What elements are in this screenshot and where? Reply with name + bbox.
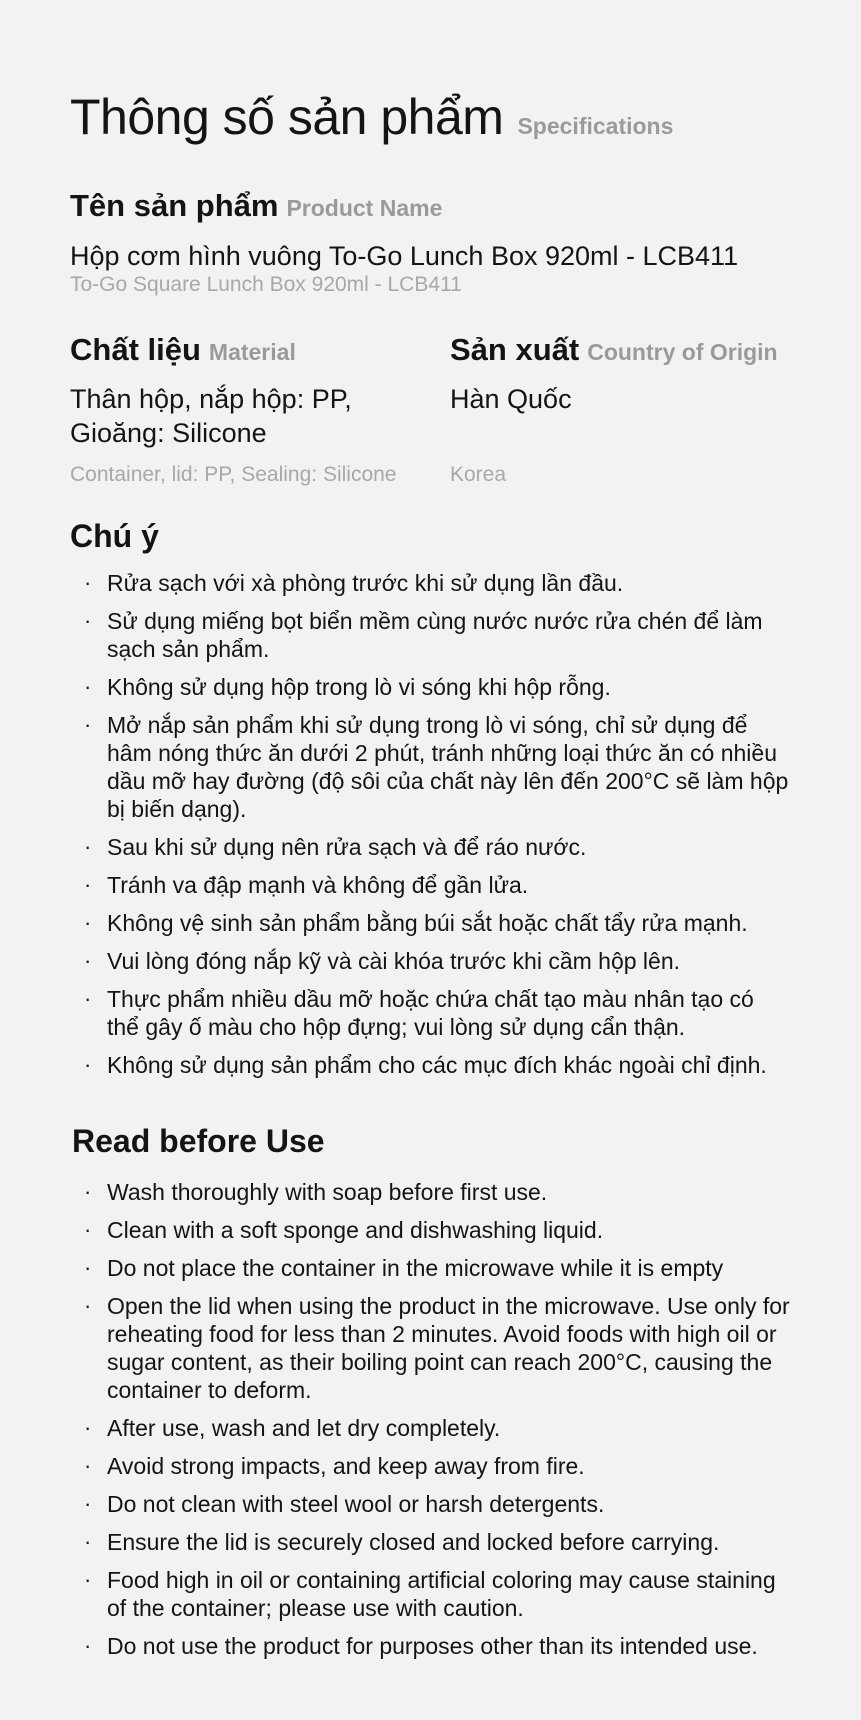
page-title-row	[70, 88, 791, 148]
list-item-text: Do not place the container in the microwave while it is empty	[107, 1255, 724, 1281]
material-heading	[70, 332, 450, 368]
material-origin-row	[70, 332, 791, 488]
bullet-dot: ·	[84, 910, 92, 935]
bullet-dot: ·	[84, 1529, 92, 1554]
list-item-text: Do not use the product for purposes other than its intended use.	[107, 1633, 758, 1659]
page-title-en: Specifications	[517, 113, 674, 139]
bullet-dot: ·	[84, 872, 92, 897]
list-item-text: Không vệ sinh sản phẩm bằng búi sắt hoặc chất tẩy rửa mạnh.	[107, 910, 748, 936]
origin-heading	[450, 332, 791, 368]
list-item	[70, 1490, 791, 1518]
list-item-text: Open the lid when using the product in the microwave. Use only for reheating food for less than 2 minutes. Avoid foods with high oil or sugar content, as their boiling point can reach 200°C, causing the container to deform.	[107, 1293, 790, 1403]
list-item-text: Avoid strong impacts, and keep away from fire.	[107, 1453, 585, 1479]
bullet-dot: ·	[84, 1217, 92, 1242]
material-section	[70, 332, 450, 488]
list-item	[70, 1216, 791, 1244]
bullet-dot: ·	[84, 948, 92, 973]
bullet-dot: ·	[84, 1567, 92, 1592]
product-name-value-en: To-Go Square Lunch Box 920ml - LCB411	[70, 273, 462, 296]
list-item	[70, 947, 791, 975]
list-item	[70, 909, 791, 937]
material-value	[70, 382, 450, 450]
notes-en-list	[70, 1178, 791, 1660]
bullet-dot: ·	[84, 570, 92, 595]
bullet-dot: ·	[84, 608, 92, 633]
material-value-en: Container, lid: PP, Sealing: Silicone	[70, 463, 397, 486]
list-item	[70, 569, 791, 597]
list-item	[70, 673, 791, 701]
list-item-text: Thực phẩm nhiều dầu mỡ hoặc chứa chất tạo màu nhân tạo có thể gây ố màu cho hộp đựng; vui lòng sử dụng cẩn thận.	[107, 986, 754, 1040]
list-item	[70, 1566, 791, 1622]
list-item-text: Mở nắp sản phẩm khi sử dụng trong lò vi sóng, chỉ sử dụng để hâm nóng thức ăn dưới 2 phút, tránh những loại thức ăn có nhiều dầu mỡ hay đường (độ sôi của chất này lên đến 200°C sẽ làm hộp bị biến dạng).	[107, 712, 789, 822]
list-item	[70, 1292, 791, 1404]
notes-vi-title: Chú ý	[70, 518, 159, 554]
material-value-line2: Gioăng: Silicone	[70, 418, 267, 448]
material-value-line1: Thân hộp, nắp hộp: PP,	[70, 384, 352, 414]
list-item-text: Rửa sạch với xà phòng trước khi sử dụng lần đầu.	[107, 570, 624, 596]
list-item	[70, 1051, 791, 1079]
list-item	[70, 1528, 791, 1556]
product-name-section	[70, 188, 791, 298]
bullet-dot: ·	[84, 674, 92, 699]
origin-section	[450, 332, 791, 488]
list-item	[70, 1254, 791, 1282]
list-item	[70, 1452, 791, 1480]
list-item	[70, 871, 791, 899]
list-item-text: Tránh va đập mạnh và không để gần lửa.	[107, 872, 529, 898]
bullet-dot: ·	[84, 1453, 92, 1478]
list-item-text: Food high in oil or containing artificial coloring may cause staining of the container; please use with caution.	[107, 1567, 776, 1621]
list-item-text: Do not clean with steel wool or harsh detergents.	[107, 1491, 605, 1517]
bullet-dot: ·	[84, 712, 92, 737]
origin-value-en: Korea	[450, 463, 507, 486]
list-item-text: Vui lòng đóng nắp kỹ và cài khóa trước khi cầm hộp lên.	[107, 948, 681, 974]
list-item	[70, 711, 791, 823]
list-item	[70, 833, 791, 861]
list-item	[70, 1632, 791, 1660]
product-name-label-en: Product Name	[286, 195, 443, 221]
list-item-text: Wash thoroughly with soap before first use.	[107, 1179, 548, 1205]
list-item	[70, 1414, 791, 1442]
bullet-dot: ·	[84, 1179, 92, 1204]
page-title: Thông số sản phẩm	[70, 89, 504, 145]
material-label: Chất liệu	[70, 332, 201, 367]
origin-label: Sản xuất	[450, 332, 580, 367]
bullet-dot: ·	[84, 986, 92, 1011]
list-item-text: After use, wash and let dry completely.	[107, 1415, 501, 1441]
notes-en-title: Read before Use	[72, 1123, 325, 1159]
product-name-value: Hộp cơm hình vuông To-Go Lunch Box 920ml - LCB411	[70, 241, 739, 271]
list-item-text: Không sử dụng sản phẩm cho các mục đích khác ngoài chỉ định.	[107, 1052, 767, 1078]
origin-value: Hàn Quốc	[450, 384, 572, 414]
list-item	[70, 1178, 791, 1206]
list-item	[70, 985, 791, 1041]
product-name-heading	[70, 188, 791, 224]
material-label-en: Material	[208, 339, 296, 365]
bullet-dot: ·	[84, 834, 92, 859]
bullet-dot: ·	[84, 1052, 92, 1077]
list-item	[70, 607, 791, 663]
list-item-text: Ensure the lid is securely closed and locked before carrying.	[107, 1529, 720, 1555]
list-item-text: Clean with a soft sponge and dishwashing liquid.	[107, 1217, 604, 1243]
bullet-dot: ·	[84, 1255, 92, 1280]
bullet-dot: ·	[84, 1293, 92, 1318]
list-item-text: Không sử dụng hộp trong lò vi sóng khi hộp rỗng.	[107, 674, 611, 700]
notes-vi-list	[70, 569, 791, 1079]
list-item-text: Sử dụng miếng bọt biển mềm cùng nước nước rửa chén để làm sạch sản phẩm.	[107, 608, 763, 662]
list-item-text: Sau khi sử dụng nên rửa sạch và để ráo nước.	[107, 834, 587, 860]
origin-label-en: Country of Origin	[587, 339, 778, 365]
product-name-label: Tên sản phẩm	[70, 188, 279, 223]
bullet-dot: ·	[84, 1491, 92, 1516]
bullet-dot: ·	[84, 1415, 92, 1440]
bullet-dot: ·	[84, 1633, 92, 1658]
